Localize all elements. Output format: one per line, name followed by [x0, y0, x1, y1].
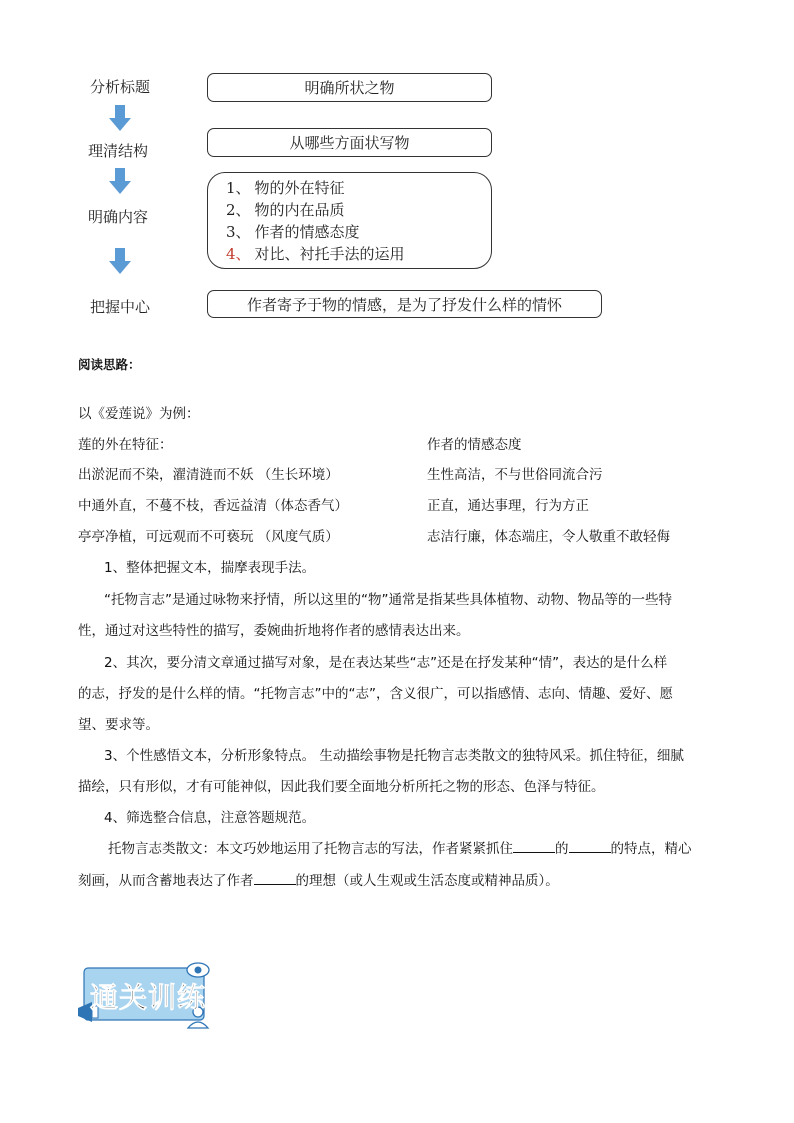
list-item: 4、 对比、衬托手法的运用	[226, 245, 405, 263]
answer-blank[interactable]	[513, 841, 555, 853]
row-left: 亭亭净植，可远观而不可亵玩 （风度气质）	[78, 529, 339, 545]
flow-label-analyze-title: 分析标题	[90, 78, 151, 96]
paragraph-3-line: 望、要求等。	[78, 717, 159, 733]
flow-box-center-text: 作者寄予于物的情感，是为了抒发什么样的情怀	[246, 295, 562, 314]
flow-box-aspects-text: 从哪些方面状写物	[289, 134, 410, 152]
paragraph-6-line: 托物言志类散文：本文巧妙地运用了托物言志的写法，作者紧紧抓住 的 的特点，精心	[108, 841, 692, 857]
paragraph-2-line: “托物言志”是通过咏物来抒情，所以这里的“物”通常是指某些具体植物、动物、物品等的一些特	[104, 592, 672, 608]
flow-box-center	[207, 290, 602, 318]
list-item: 2、 物的内在品质	[226, 201, 345, 219]
flow-label-content: 明确内容	[88, 208, 149, 226]
paragraph-2-line: 性，通过对这些特性的描写，委婉曲折地将作者的感情表达出来。	[78, 623, 470, 639]
flow-label-center: 把握中心	[90, 298, 151, 316]
paragraph-3-line: 的志，抒发的是什么样的情。“托物言志”中的“志”，含义很广，可以指感情、志向、情趣、爱好、愿	[78, 686, 673, 702]
paragraph-4-line: 描绘，只有形似，才有可能神似，因此我们要全面地分析所托之物的形态、色泽与特征。	[78, 779, 605, 795]
flow-box-content-list	[207, 172, 492, 269]
eye-icon	[187, 963, 209, 977]
badge-text: 通关训练	[90, 981, 207, 1014]
down-arrow-icon	[109, 168, 131, 194]
paragraph-4-line: 3、个性感悟文本，分析形象特点。 生动描绘事物是托物言志类散文的独特风采。抓住特征，细腻	[104, 748, 684, 764]
paragraph-5: 4、筛选整合信息，注意答题规范。	[104, 810, 316, 826]
paragraph-7-line: 刻画，从而含蓄地表达了作者 的理想（或人生观或生活态度或精神品质）。	[78, 873, 559, 889]
list-item: 3、 作者的情感态度	[226, 223, 360, 241]
row-right: 正直，通达事理，行为方正	[427, 498, 589, 514]
row-left: 中通外直，不蔓不枝，香远益清（体态香气）	[78, 498, 348, 514]
example-intro: 以《爱莲说》为例：	[78, 406, 200, 422]
practice-badge	[78, 960, 213, 1030]
paragraph-1: 1、整体把握文本，揣摩表现手法。	[104, 560, 316, 576]
row-left: 出淤泥而不染，濯清涟而不妖 （生长环境）	[78, 467, 339, 483]
answer-blank[interactable]	[254, 873, 296, 885]
down-arrow-icon	[109, 105, 131, 131]
row-right: 志洁行廉，体态端庄，令人敬重不敢轻侮	[427, 529, 670, 545]
flow-box-object-text: 明确所状之物	[304, 79, 395, 97]
section-heading: 阅读思路：	[78, 357, 141, 372]
left-column-header: 莲的外在特征：	[78, 437, 173, 453]
row-right: 生性高洁，不与世俗同流合污	[427, 467, 603, 483]
list-item: 1、 物的外在特征	[226, 179, 345, 197]
flow-label-structure: 理清结构	[88, 142, 149, 160]
down-arrow-icon	[109, 248, 131, 274]
answer-blank[interactable]	[569, 841, 611, 853]
flow-box-object	[207, 73, 492, 102]
paragraph-3-line: 2、其次，要分清文章通过描写对象，是在表达某些“志”还是在抒发某种“情”，表达的是什么样	[104, 655, 668, 671]
flow-box-aspects	[207, 128, 492, 157]
right-column-header: 作者的情感态度	[427, 437, 522, 453]
